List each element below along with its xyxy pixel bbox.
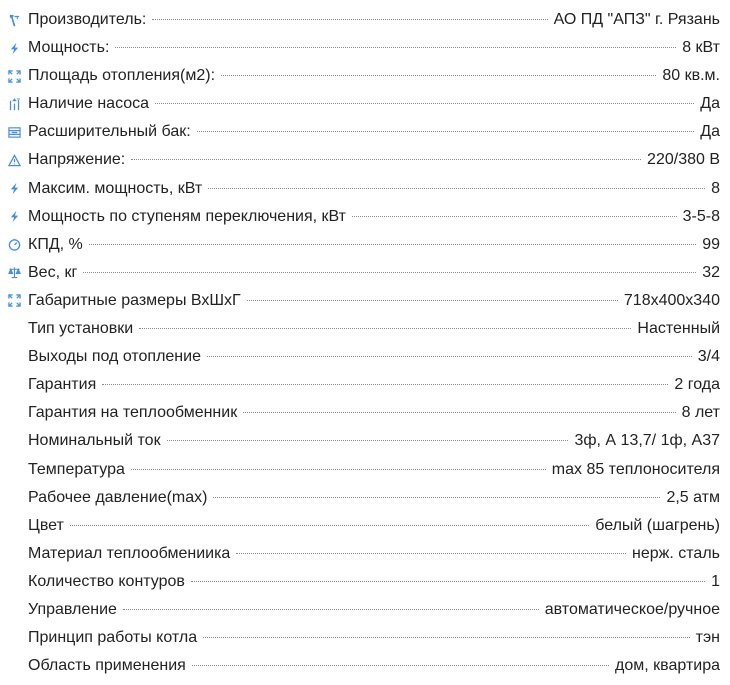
spec-row: [0, 540, 730, 568]
spec-row: [0, 62, 730, 90]
spec-value: 80 кв.м.: [662, 67, 720, 85]
spec-value: 3ф, А 13,7/ 1ф, А37: [574, 432, 720, 450]
manufacturer-icon: [0, 6, 28, 34]
spec-row: [0, 652, 730, 680]
dotted-leader: [131, 469, 546, 470]
spec-row: [0, 34, 730, 62]
spec-label: Габаритные размеры ВхШхГ: [28, 291, 241, 309]
spec-row: [0, 624, 730, 652]
spec-value: 1: [711, 572, 720, 590]
spec-value: Да: [700, 95, 720, 113]
spec-value: 3-5-8: [682, 207, 720, 225]
spec-row: [0, 315, 730, 343]
spec-row: [0, 203, 730, 231]
dotted-leader: [191, 581, 705, 582]
spec-value: дом, квартира: [615, 657, 720, 675]
spec-label: Производитель:: [28, 11, 147, 28]
lightning-icon: [0, 203, 28, 231]
spec-row: [0, 596, 730, 624]
spec-label: Тип установки: [28, 320, 134, 338]
spec-value: 718х400х340: [623, 291, 720, 309]
dotted-leader: [208, 188, 705, 189]
spec-label: Рабочее давление(max): [28, 488, 208, 506]
spec-label: Количество контуров: [28, 572, 185, 590]
spec-row: [0, 512, 730, 540]
dotted-leader: [131, 159, 641, 160]
spec-label: Принцип работы котла: [28, 629, 198, 647]
spec-value: нерж. сталь: [632, 544, 720, 562]
spec-row: [0, 146, 730, 174]
lightning-icon: [0, 34, 28, 62]
spec-label: КПД, %: [28, 235, 83, 253]
spec-label: Гарантия на теплообменник: [28, 404, 238, 422]
icon-placeholder: [0, 399, 28, 427]
spec-row: [0, 399, 730, 427]
icon-placeholder: [0, 484, 28, 512]
spec-value: 220/380 В: [647, 151, 720, 169]
spec-label: Напряжение:: [28, 151, 126, 169]
dotted-leader: [243, 412, 675, 413]
spec-row: [0, 90, 730, 118]
lightning-icon: [0, 175, 28, 203]
icon-placeholder: [0, 596, 28, 624]
gauge-icon: [0, 231, 28, 259]
spec-label: Номинальный ток: [28, 432, 161, 450]
dotted-leader: [207, 356, 692, 357]
icon-placeholder: [0, 512, 28, 540]
scales-icon: [0, 259, 28, 287]
spec-label: Мощность:: [28, 39, 110, 57]
spec-value: 2,5 атм: [666, 488, 720, 506]
dotted-leader: [155, 103, 694, 104]
expansion-tank-icon: [0, 118, 28, 146]
dotted-leader: [115, 47, 676, 48]
dotted-leader: [213, 497, 660, 498]
spec-label: Максим. мощность, кВт: [28, 179, 203, 197]
dotted-leader: [236, 553, 626, 554]
dotted-leader: [102, 384, 668, 385]
area-icon: [0, 287, 28, 315]
icon-placeholder: [0, 343, 28, 371]
spec-row: [0, 484, 730, 512]
spec-label: Управление: [28, 600, 117, 618]
spec-value: 8 лет: [681, 404, 720, 422]
spec-value: 2 года: [674, 376, 720, 394]
spec-row: [0, 231, 730, 259]
spec-row: [0, 371, 730, 399]
spec-label: Материал теплообмениика: [28, 544, 231, 562]
spec-label: Температура: [28, 460, 125, 478]
spec-value: Да: [700, 123, 720, 141]
spec-label: Мощность по ступеням переключения, кВт: [28, 207, 346, 225]
icon-placeholder: [0, 652, 28, 680]
dotted-leader: [167, 440, 569, 441]
dotted-leader: [197, 131, 695, 132]
spec-row: [0, 118, 730, 146]
dotted-leader: [123, 609, 539, 610]
icon-placeholder: [0, 568, 28, 596]
spec-row: [0, 287, 730, 315]
spec-label: Наличие насоса: [28, 95, 150, 113]
spec-label: Выходы под отопление: [28, 348, 201, 366]
dotted-leader: [247, 300, 618, 301]
spec-label: Площадь отопления(м2):: [28, 67, 216, 85]
dotted-leader: [192, 665, 609, 666]
spec-row: [0, 427, 730, 455]
pump-icon: [0, 90, 28, 118]
spec-value: белый (шагрень): [595, 516, 720, 534]
dotted-leader: [83, 272, 696, 273]
icon-placeholder: [0, 371, 28, 399]
icon-placeholder: [0, 427, 28, 455]
dotted-leader: [221, 75, 656, 76]
spec-value: автоматическое/ручное: [544, 600, 720, 618]
spec-row: [0, 568, 730, 596]
spec-value: АО ПД "АПЗ" г. Рязань: [553, 11, 720, 28]
spec-label: Цвет: [28, 516, 64, 534]
icon-placeholder: [0, 315, 28, 343]
dotted-leader: [352, 216, 677, 217]
spec-row: [0, 456, 730, 484]
spec-label: Расширительный бак:: [28, 123, 191, 141]
spec-value: 32: [702, 263, 720, 281]
spec-row: [0, 6, 730, 34]
icon-placeholder: [0, 456, 28, 484]
spec-label: Область применения: [28, 657, 186, 675]
spec-row: [0, 343, 730, 371]
spec-label: Вес, кг: [28, 263, 78, 281]
icon-placeholder: [0, 540, 28, 568]
dotted-leader: [152, 19, 547, 20]
spec-label: Гарантия: [28, 376, 97, 394]
spec-value: тэн: [695, 629, 720, 647]
icon-placeholder: [0, 624, 28, 652]
spec-value: Настенный: [637, 320, 720, 338]
dotted-leader: [139, 328, 631, 329]
spec-row: [0, 175, 730, 203]
spec-value: 3/4: [697, 348, 720, 366]
warning-triangle-icon: [0, 147, 28, 175]
spec-value: max 85 теплоносителя: [551, 460, 720, 478]
dotted-leader: [70, 525, 589, 526]
spec-row: [0, 259, 730, 287]
area-icon: [0, 62, 28, 90]
spec-value: 8: [711, 179, 720, 197]
spec-value: 8 кВт: [682, 39, 720, 57]
dotted-leader: [89, 244, 696, 245]
dotted-leader: [203, 637, 690, 638]
spec-value: 99: [702, 235, 720, 253]
